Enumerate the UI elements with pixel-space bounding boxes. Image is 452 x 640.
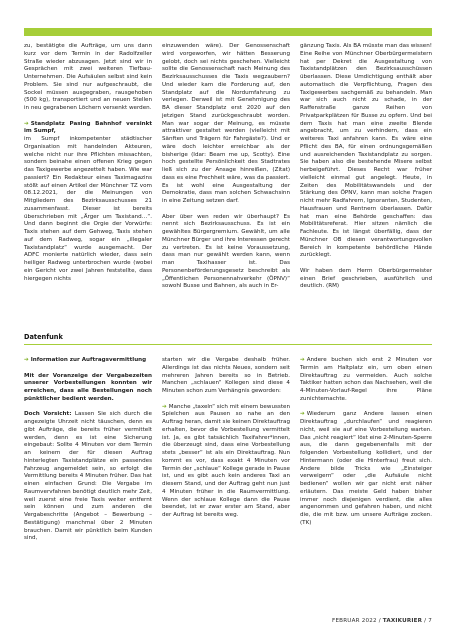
datenfunk-paragraph — [24, 411, 152, 543]
article-subheading — [24, 121, 152, 137]
datenfunk-bullet — [162, 404, 290, 520]
warning-label: Doch Vorsicht: — [24, 411, 72, 418]
arrow-icon: ➔ — [24, 357, 29, 363]
datenfunk-column-3 — [300, 357, 432, 528]
datenfunk-bullet — [300, 411, 432, 527]
article-column-1 — [24, 43, 152, 283]
arrow-icon: ➔ — [24, 120, 29, 127]
datenfunk-column-2 — [162, 357, 290, 520]
arrow-icon: ➔ — [300, 411, 305, 418]
datenfunk-bullet — [300, 357, 432, 404]
article-paragraph: Wir haben dem Herrn Oberbürgermeister einen Brief geschrieben, ausführlich und deutlich. (RM) — [300, 267, 432, 290]
article-column-2 — [162, 43, 290, 291]
footer-date: FEBRUAR 2022 / — [332, 618, 381, 624]
datenfunk-column-1 — [24, 357, 152, 543]
magazine-name: TAXIKURIER — [382, 618, 423, 624]
page-footer — [332, 618, 432, 624]
page-number: / 7 — [424, 618, 432, 624]
article-paragraph: einzuwenden wäre). Der Genossenschaft wird vorgeworfen, wir hätten Besserung gelobt, doch sei nichts geschehen. Vielleicht sollte die Genossenschaft nach Meinung des Bezirksausschusses die Taxis wegzaubern? Und wieder kam die Forderung auf, den Standplatz auf die Nordumfahrung zu verlegen. Derweil ist mit Genehmigung des BA dieser Standplatz erst 2020 auf den jetzigen Stand zurückgeschraubt worden. Man war sogar der Meinung, es müsste attraktiver gestaltet werden (vielleicht mit Sänften und Trägern für Fahrgäste?). Und er wäre doch leichter erreichbar als der bisherige (Idar: Beam me up, Scotty). Eine hoch gestellte Persönlichkeit des Stadtrates ließ sich zu der Ansage hinreißen, (Zitat) dass es eine Frechheit wäre, was da passiert. Es ist wohl eine Ausgestaltung der Demokratie, dass man solchen Schwachsinn in eine Zeitung setzen darf. — [162, 43, 290, 204]
section-divider — [24, 344, 432, 345]
section-label: Datenfunk — [24, 333, 63, 341]
datenfunk-paragraph: starten wir die Vergabe deshalb früher. Allerdings ist das nichts Neues, sondern seit mehreren Jahren bereits so in Betrieb. Manchen „schlauen“ Kollegen sind diese 4 Minuten schon zum Verhängnis geworden: — [162, 357, 290, 394]
datenfunk-paragraph-text: Lassen Sie sich durch die angezeigte Uhrzeit nicht täuschen, denn es gibt Aufträge, die bereits früher vermittelt werden, denn es ist eine Sicherung eingebaut: Sollte 4 Minuten vor dem Termin an keinem der für diesen Auftrag hinterlegten Taxistandplätze ein passendes Fahrzeug angemeldet sein, so erfolgt die Vermittlung bereits 4 Minuten früher. Das hat einen einfachen Grund: Die Vergabe im Raumvervfahren benötigt deutlich mehr Zeit, weil zuerst eine freie Taxis weiter entfernt sein können und zum anderen die Vergabeschritte (Angebot – Bewerbung – Bestätigung) manchmal über 2 Minuten brauchen. Damit wir pünktlich beim Kunden sind, — [24, 411, 152, 542]
bullet-text: Wiederum ganz Andere lassen einen Direktauftrag „durchlaufen“ und reagieren nicht, weil sie auf eine Vorbestellung warten. Das „nicht reagiert“ löst eine 2-Minuten-Sperre aus, die dann gegebenenfalls mit der folgenden Vorbestellung kollidiert, und der Hintermann (oder die Hinterfrau) freut sich. Andere bilde Tricks wie „Einsteiger verweigern“ oder „die Aufsäule nicht bedienen“ wollen wir gar nicht erst näher erläutern. Das meiste Geld haben bisher immer noch diejenigen verdient, die alles angenommen und gefahren haben, und nicht die, die mit bzw. um unsere Aufträge zocken. (TK) — [300, 411, 432, 526]
top-accent-bar — [24, 28, 432, 36]
datenfunk-heading — [24, 357, 152, 365]
bullet-text: Manche „taxeln“ sich mit einem bewussten Spielchen aus Pausen so nahe an den Auftrag heran, damit sie keinen Direktauftrag erhalten, bevor die Vorbestellung vermittelt ist. Ja, es gibt tatsächlich Taxifahrer*innen, die überzeugt sind, dass eine Vorbestellung stets „besser“ ist als ein Direktauftrag. Nun kommt es vor, dass exakt 4 Minuten vor Termin der „schlaue“ Kollege gerade in Pause ist, und es gibt auch kein anderes Taxi an diesem Stand, und der Auftrag geht nun just 4 Minuten früher in die Raumvermittlung. Wenn der schlaue Kollege dann die Pause beendet, ist er zwar erster am Stand, aber der Auftrag ist bereits weg. — [162, 403, 290, 518]
article-column-3 — [300, 43, 432, 291]
arrow-icon: ➔ — [300, 357, 305, 363]
bullet-text: Andere buchen sich erst 2 Minuten vor Termin am Haltplatz ein, um oben einen Direktauftrag zu vermeiden. Auch solche Taktiker hatten schon das Nachsehen, weil die 4-Minuten-Vorlauf-Regel ihre Pläne zunichtemachte. — [300, 357, 432, 402]
subheading-text: Standplatz Pasing Bahnhof versinkt im Sumpf, — [24, 120, 152, 135]
article-paragraph: im Sumpf inkompetenter städtischer Organisation mit handelnden Akteuren, welche nicht nur ihre Pflichten missachten, sondern beinahe einen offenen Krieg gegen das Taxigewerbe angezettelt haben. Wie war passiert? Ein Redakteur eines Taximagazins stößt auf einen Artikel der Münchner TZ vom 08.12.2021, der die Meinungen von Mitgliedern des Bezirksausschusses 21 zusammenfasst. Dieser ist bereits überschrieben mit „Ärger um Taxistand…“. Und dann beginnt die Orgie der Vorwürfe: Taxis stehen auf dem Gehweg, Taxis stehen auf dem Radweg, sogar ein „illegaler Taxistandplatz“ wurde ausgemacht. Der ADFC monierte natürlich wieder, dass sein heiliger Radweg unterbrochen wurde (wobei ein Gericht vor zwei Jahren feststellte, dass hiergegen nichts — [24, 136, 152, 282]
datenfunk-heading-text: Information zur Auftragsvermittlung — [30, 357, 147, 363]
arrow-icon: ➔ — [162, 403, 167, 410]
article-paragraph: zu, bestätigte die Aufträge, um uns dann kurz vor dem Termin in der Radolfzeller Straße wieder abzusagen. Jetzt sind wir in Gesprächen mit zwei weiteren Tiefbau-Unternehmen. Die Aufsäulen selbst sind kein Problem. Sie sind nur aufgeschraubt, die Sockel müssen ausgegraben, rausgehoben (500 kg), transportiert und an neuen Stellen in neu gegrabenen Löchern versenkt werden. — [24, 43, 152, 111]
datenfunk-intro: Mit der Voranzeige der Vergabezeiten unserer Vorbestellungen konnten wir erreichen, dass alle Bestellungen noch pünktlicher bedient werden. — [24, 372, 152, 402]
article-paragraph: Aber über wen reden wir überhaupt? Es nennt sich Bezirksausschuss. Es ist ein gewähltes Bürgergremium. Gewählt, um alle Münchner Bürger und ihre Interessen gerecht zu vertreten. Es ist keine Voraussetzung, dass man nur gewählt werden kann, wenn man Taxihasser ist. Das Personenbeförderungsgesetz beschreibt als „Öffentlichen Personennahverkehr (ÖPNV)“ sowohl Busse und Bahnen, als auch in Er- — [162, 213, 290, 290]
article-paragraph: gänzung Taxis. Als BA müsste man das wissen! Eine Reihe von Münchner Oberbürgermeistern hat per Dekret die Ausgestaltung von Taxistandplätzen den Bezirksausschüssen überlassen. Diese Umdichtigung enthält aber automatisch die Verpflichtung, Fragen des Taxigewerbes sachgemäß zu behandeln. Man war sich auch nicht zu schade, in der Raffenstraße ganze Reihen von Privatparkplätzen für Busse zu opfern. Und bei dem Taxis hat man eine zweite Blende angebracht, um zu verhindern, dass ein weiteres Taxi anfahren kann. Es wäre eine Pflicht des BA, für einen ordnungsgemäßen und ausreichenden Taxistandplatz zu sorgen. Sie haben also die bestehende Misere selbst herbeigeführt. Dieses Recht war früher vielleicht einmal gut angelegt. Heute, in Zeiten des Mobilitätswandels und der Stärkung des ÖPNV, kann man solche Fragen nicht mehr Radfahrern, Ignoranten, Studenten, Hausfrauen und Rentnern überlassen. Dafür hat man eine Behörde geschaffen: das Mobilitätsreferat. Hier sitzen nämlich die Fachleute. Es ist längst überfällig, dass der Münchner OB diesen verantwortungsvollen Bereich in kompetente behördliche Hände zurücklegt. — [300, 43, 432, 259]
